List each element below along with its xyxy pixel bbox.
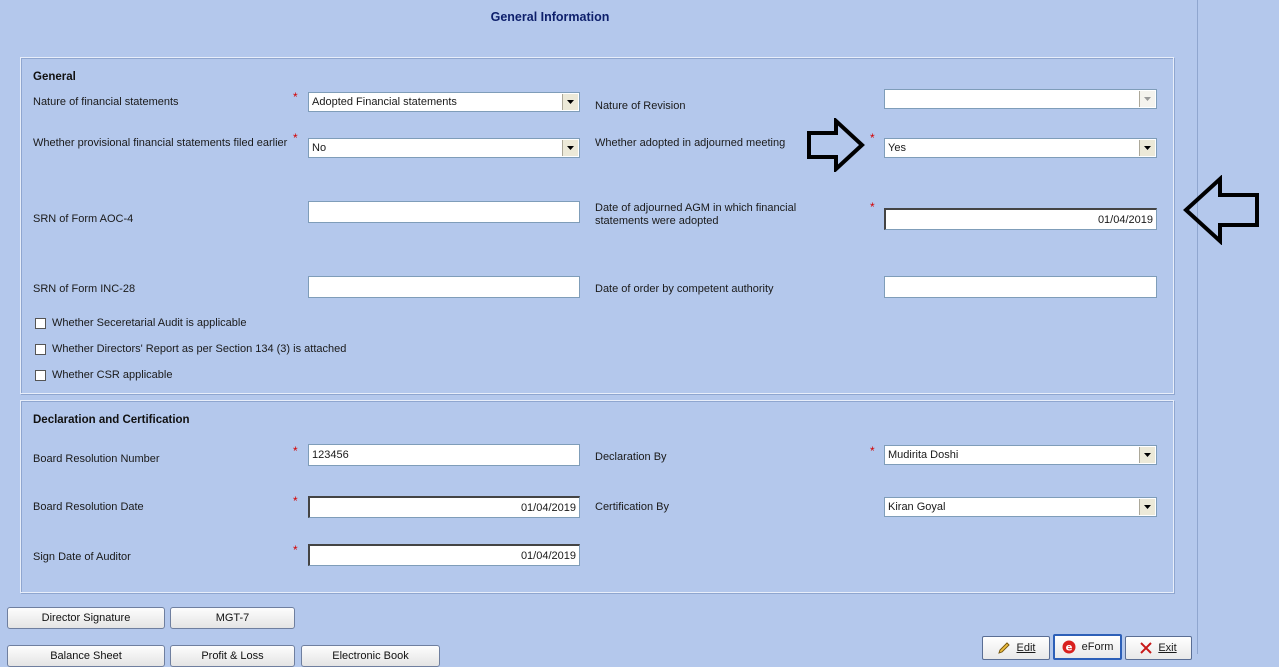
- declaration-group-title: Declaration and Certification: [33, 414, 190, 426]
- required-mark: *: [293, 543, 298, 557]
- agm-date-label: Date of adjourned AGM in which financial statements were adopted: [595, 202, 797, 227]
- sign-date-label: Sign Date of Auditor: [33, 551, 131, 563]
- eform-label: eForm: [1081, 641, 1114, 653]
- page-title: General Information: [490, 10, 610, 24]
- directors-report-label: Whether Directors' Report as per Section 134 (3) is attached: [52, 343, 347, 355]
- chevron-down-icon[interactable]: [1139, 140, 1155, 156]
- order-date-input[interactable]: [884, 276, 1157, 298]
- board-res-date-input[interactable]: 01/04/2019: [308, 496, 580, 518]
- srn-aoc4-input[interactable]: [308, 201, 580, 223]
- eform-button[interactable]: [1053, 634, 1122, 660]
- arrow-left-icon: [1183, 175, 1261, 245]
- certification-by-select[interactable]: [884, 497, 1157, 517]
- agm-date-input[interactable]: 01/04/2019: [884, 208, 1157, 230]
- adjourned-value: Yes: [888, 142, 906, 154]
- csr-checkbox[interactable]: [35, 370, 46, 381]
- chevron-down-icon[interactable]: [1139, 91, 1155, 107]
- provisional-select[interactable]: [308, 138, 580, 158]
- nature-fs-value: Adopted Financial statements: [312, 96, 457, 108]
- exit-button[interactable]: [1125, 636, 1192, 660]
- secretarial-audit-checkbox[interactable]: [35, 318, 46, 329]
- certification-by-value: Kiran Goyal: [888, 501, 946, 513]
- adjourned-label: Whether adopted in adjourned meeting: [595, 137, 786, 149]
- srn-aoc4-label: SRN of Form AOC-4: [33, 213, 134, 225]
- declaration-by-label: Declaration By: [595, 451, 667, 463]
- provisional-value: No: [312, 142, 327, 154]
- general-group-title: General: [33, 71, 76, 83]
- csr-label: Whether CSR applicable: [52, 369, 173, 381]
- chevron-down-icon[interactable]: [562, 140, 578, 156]
- nature-revision-label: Nature of Revision: [595, 100, 686, 112]
- pencil-icon: [997, 641, 1011, 655]
- arrow-right-icon: [806, 118, 866, 172]
- profit-loss-button[interactable]: Profit & Loss: [170, 645, 295, 667]
- required-mark: *: [870, 444, 875, 458]
- declaration-by-value: Mudirita Doshi: [888, 449, 959, 461]
- srn-inc28-input[interactable]: [308, 276, 580, 298]
- mgt7-button[interactable]: MGT-7: [170, 607, 295, 629]
- board-res-no-input[interactable]: 123456: [308, 444, 580, 466]
- srn-inc28-label: SRN of Form INC-28: [33, 283, 136, 295]
- board-res-no-label: Board Resolution Number: [33, 453, 160, 465]
- adjourned-select[interactable]: [884, 138, 1157, 158]
- balance-sheet-button[interactable]: Balance Sheet: [7, 645, 165, 667]
- order-date-label: Date of order by competent authority: [595, 283, 774, 295]
- required-mark: *: [870, 200, 875, 214]
- required-mark: *: [293, 494, 298, 508]
- close-icon: [1140, 642, 1152, 654]
- required-mark: *: [870, 131, 875, 145]
- secretarial-audit-label: Whether Seceretarial Audit is applicable: [52, 317, 247, 329]
- director-signature-button[interactable]: Director Signature: [7, 607, 165, 629]
- exit-label: Exit: [1158, 642, 1177, 654]
- required-mark: *: [293, 131, 298, 145]
- nature-revision-select[interactable]: [884, 89, 1157, 109]
- sign-date-input[interactable]: 01/04/2019: [308, 544, 580, 566]
- svg-text:e: e: [1065, 642, 1073, 654]
- chevron-down-icon[interactable]: [1139, 499, 1155, 515]
- directors-report-checkbox[interactable]: [35, 344, 46, 355]
- edit-label: Edit: [1016, 642, 1036, 654]
- provisional-label: Whether provisional financial statements filed earlier: [33, 137, 288, 149]
- certification-by-label: Certification By: [595, 501, 669, 513]
- chevron-down-icon[interactable]: [1139, 447, 1155, 463]
- nature-fs-label: Nature of financial statements: [33, 96, 179, 108]
- required-mark: *: [293, 90, 298, 104]
- right-strip: [1198, 0, 1279, 654]
- eform-icon: [1062, 640, 1076, 654]
- board-res-date-label: Board Resolution Date: [33, 501, 144, 513]
- chevron-down-icon[interactable]: [562, 94, 578, 110]
- nature-fs-select[interactable]: [308, 92, 580, 112]
- required-mark: *: [293, 444, 298, 458]
- edit-button[interactable]: [982, 636, 1050, 660]
- declaration-by-select[interactable]: [884, 445, 1157, 465]
- electronic-book-button[interactable]: Electronic Book: [301, 645, 440, 667]
